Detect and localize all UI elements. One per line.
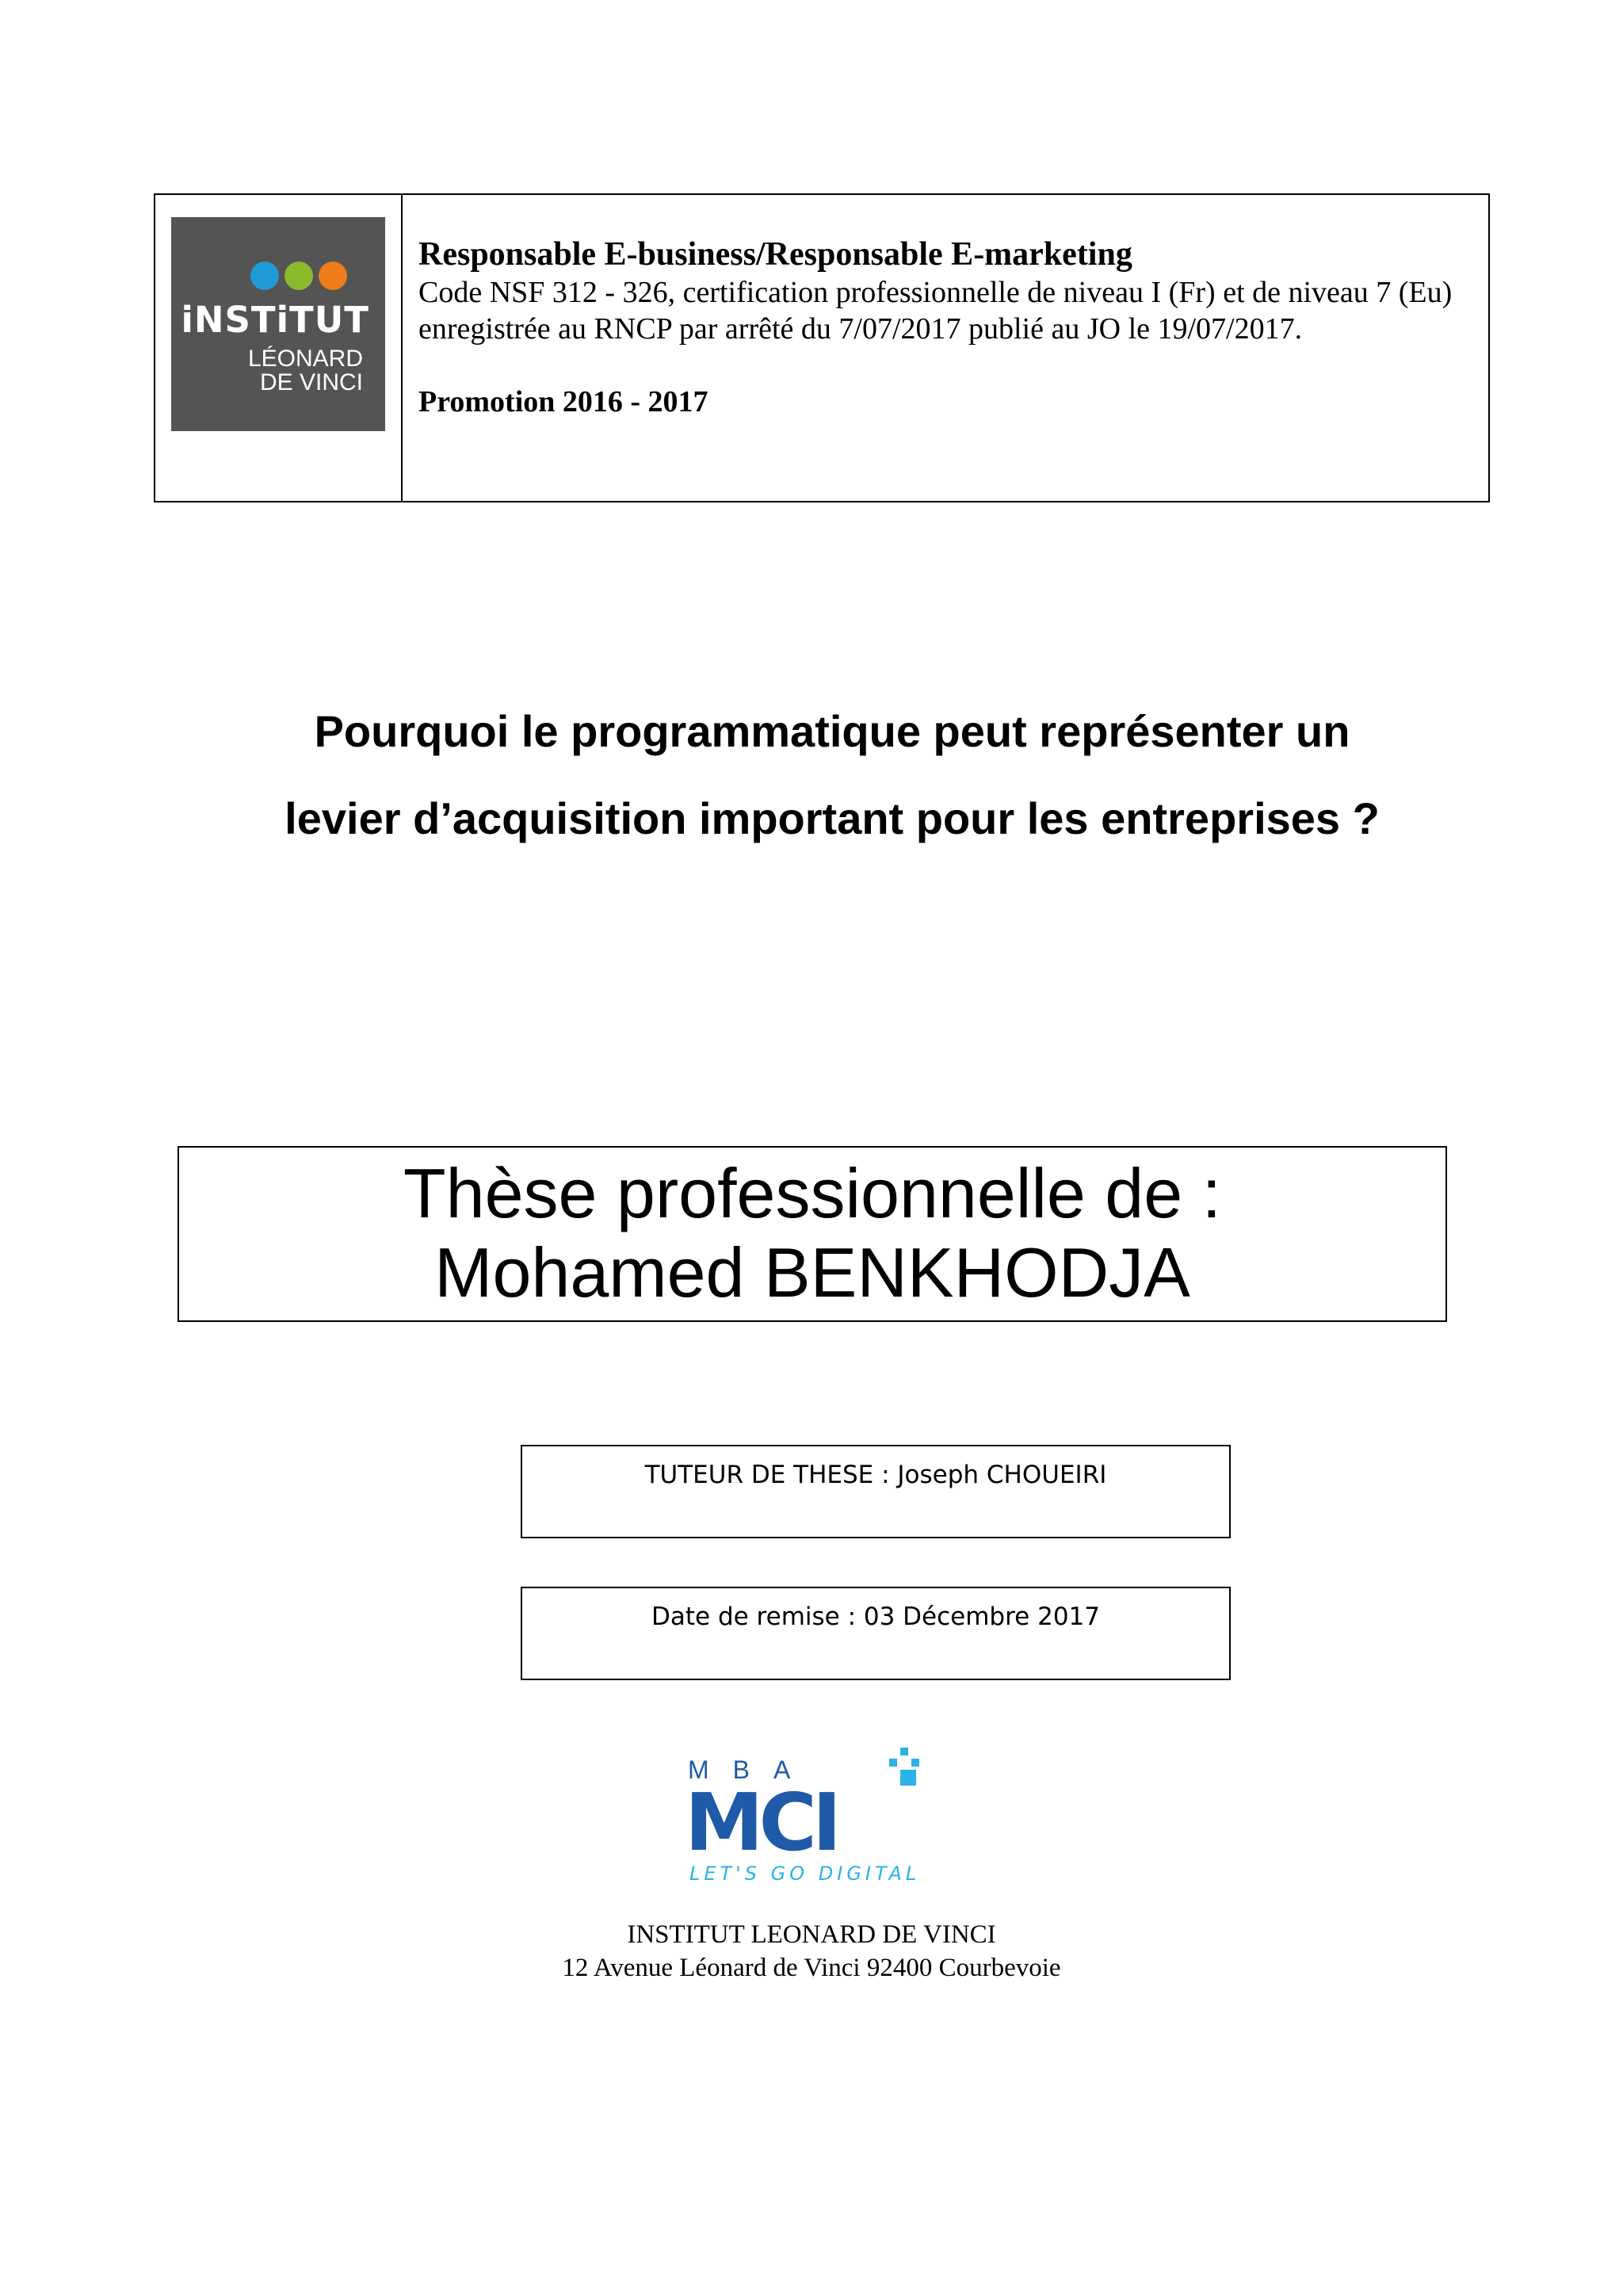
thesis-author-box <box>178 1146 1447 1322</box>
footer <box>0 1918 1623 1985</box>
tagline-text: LET'S GO DIGITAL <box>689 1862 921 1885</box>
orange-dot-icon <box>319 262 347 290</box>
logo-line-2: DE VINCI <box>259 369 363 395</box>
logo-line-1: LÉONARD <box>247 346 363 372</box>
header-box <box>154 193 1490 502</box>
footer-institution: INSTITUT LEONARD DE VINCI <box>627 1920 996 1949</box>
author-name: Mohamed BENKHODJA <box>434 1233 1190 1312</box>
green-dot-icon <box>285 262 313 290</box>
pixel-square-icon <box>900 1748 908 1755</box>
date-box <box>521 1587 1231 1680</box>
pixel-square-icon <box>911 1759 919 1767</box>
header-text <box>403 195 1488 501</box>
mci-text: MCI <box>685 1776 838 1869</box>
logo-cell <box>155 195 403 501</box>
institut-logo <box>171 217 385 431</box>
pixel-square-icon <box>900 1770 916 1786</box>
tutor-text: TUTEUR DE THESE : Joseph CHOUEIRI <box>644 1461 1107 1489</box>
question-line-1: Pourquoi le programmatique peut représenter un <box>314 706 1350 756</box>
mba-text: MBA <box>688 1755 815 1784</box>
tutor-box <box>521 1445 1231 1538</box>
logo-word: iNSTiTUT <box>181 299 369 341</box>
question-line-2: levier d’acquisition important pour les entreprises ? <box>285 793 1380 843</box>
footer-address: 12 Avenue Léonard de Vinci 92400 Courbevoie <box>562 1954 1061 1982</box>
pixel-square-icon <box>889 1759 897 1767</box>
logo-dots <box>250 262 347 290</box>
blue-dot-icon <box>250 262 279 290</box>
rncp-line: enregistrée au RNCP par arrêté du 7/07/2017 publié au JO le 19/07/2017. <box>418 312 1303 346</box>
program-title: Responsable E-business/Responsable E-marketing <box>418 236 1132 273</box>
mba-mci-logo <box>678 1744 948 1886</box>
thesis-label: Thèse professionnelle de : <box>403 1154 1222 1232</box>
code-line: Code NSF 312 - 326, certification professionnelle de niveau I (Fr) et de niveau 7 (Eu) <box>418 276 1453 309</box>
promotion: Promotion 2016 - 2017 <box>418 385 708 418</box>
date-text: Date de remise : 03 Décembre 2017 <box>651 1603 1100 1631</box>
thesis-question <box>119 688 1545 862</box>
